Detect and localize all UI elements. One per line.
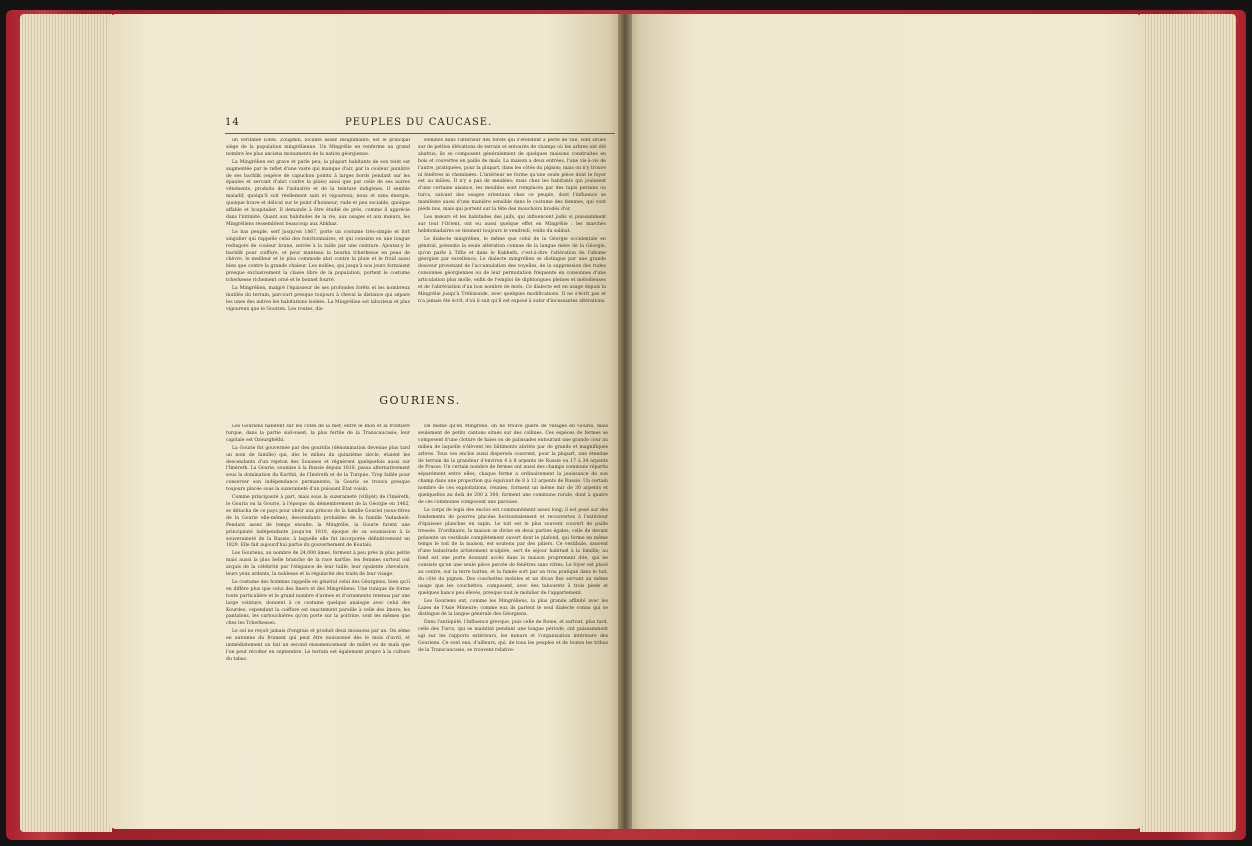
column-bottom-left [226, 424, 410, 828]
page-edges-left [20, 14, 112, 832]
paragraph: Les Gouriens, au nombre de 24,000 âmes, forment à peu près la plus petite mais aussi la plus belle branche de la race kartlie; les femmes surtout ont acquis de la célébrité par l'élégance de leur taille, leur opulente chevelure, leurs yeux ardents, la noblesse et la régularité des traits de leur visage. [226, 551, 410, 578]
page-edges-right [1140, 14, 1236, 832]
paragraph: Dans l'antiquité, l'influence grecque, puis celle de Rome, et surtout, plus tard, celle des Turcs, qui se maintint pendant une longue période, ont puissamment agi sur les rapports extérieurs, les mœurs et l'organisation intérieure des Gouriens. Ce sont eux, d'ailleurs, qui, de tous les peuples et de toutes les tribus de la Transcaucasie, se trouvent relative- [418, 620, 608, 653]
running-title: PEUPLES DU CAUCASE. [345, 117, 493, 128]
paragraph: Les Gouriens habitent sur les côtes de la mer, entre le Rion et la frontière turque, dans la partie sud-ouest, la plus fertile de la Transcaucasie; leur capitale est Ozourghéthi. [226, 424, 410, 443]
right-page-blank [626, 14, 1144, 829]
paragraph: un véritable Éden. Zougdidi, localité assez insignifiante, est le principal siège de la population mingrélienne. Un Mingrélie en renferme un grand nombre les plus anciens monuments de la nation géorgienne. [226, 138, 410, 157]
paragraph: Le dialecte mingrélien, le même que celui de la Géorgie occidentale en général, présente la seule altération connue de la langue mère de la Géorgie, qu'on parle à Tiflis et dans le Kakheth, c'est-à-dire l'altération de l'idiome géorgien par excellence. Le dialecte mingrélien se distingue par une grande douceur provenant de l'accumulation des voyelles, de la suppression des rudes consonnes géorgiennes ou de leur permutation fréquente en consonnes d'une articulation plus molle, enfin de l'emploi de diphtongues pleines et mélodieuses et de l'abréviation d'un bon nombre de mots. Ce dialecte est en usage depuis la Mingrélie jusqu'à Trébizonde, avec quelques modifications. Il ne s'écrit pas et n'a jamais été écrit, d'où il suit qu'il est exposé à subir d'incessantes altérations. [418, 236, 606, 304]
paragraph: Le sol ne reçoit jamais d'engrais et produit deux moissons par an. On sème en automne du froment qui peut être moissonné dès le mois d'avril, et immédiatement on fait un second ensemencement de millet ou de maïs que l'on peut récolter en septembre. Le terrain est également propre à la culture du tabac. [226, 629, 410, 662]
column-top-right [418, 138, 606, 368]
paragraph: Le costume des hommes rappelle en général celui des Géorgiens, bien qu'il en diffère plus que celui des Imers et des Mingréliens. Une tunique de forme toute particulière et le grand nombre d'armes et d'ornements retenus par une large ceinture, donnent à ce costume quelque analogie avec celui des Kourdes; cependant la coiffure est exactement pareille à celle des Imers; les pantalons, les cartouchières qu'on porte sur la poitrine, sont les mêmes que chez les Tcherkesses. [226, 579, 410, 627]
paragraph: La Mingrélien, malgré l'épaisseur de ses profondes forêts et les nombreux mutilés du terrain, parcourt presque toujours à cheval la distance qui sépare les unes des autres les habitations isolées. La Mingrélien est laborieux et plus vigoureux que le Gourien. Les routes, dis- [226, 286, 410, 312]
section-title: GOURIENS. [379, 394, 461, 407]
paragraph: séminés dans l'intérieur des forêts qui s'étendent à perte de vue, sont situés sur de petites élévations de terrain et entourés de champs où les arbres ont été abattus; ils se composent généralement de quelques maisons construites en bois et couvertes en paille de maïs. La maison a deux entrées, l'une vis-à-vis de l'autre, pratiquées, pour la plupart, dans les côtés du pignon; mais on n'y trouve ni fenêtres ni cheminées. L'intérieur ne forme qu'une seule pièce dont le foyer est au milieu. Il n'y a pas de meubles; mais chez les habitants qui jouissent d'une certaine aisance, les meubles sont remplacés par des tapis persans ou turcs, suivant des usages orientaux chez ce peuple, dont l'influence se manifeste aussi d'une manière sensible dans le costume des femmes, qui vont pieds nus, mais qui portent sur la tête des mouchoirs brodés d'or. [418, 138, 606, 213]
column-bottom-right [418, 424, 608, 828]
running-head [225, 117, 615, 133]
page-number: 14 [225, 117, 240, 128]
paragraph: Comme principauté à part, mais sous la suzeraineté (vilâyèt) de l'Iméreth, le Gouria ou la Gourie, à l'époque du démembrement de la Géorgie en 1462, se détacha de ce pays pour obéir aux princes de la famille Gouriel (sous-titres de la Gourie elle-même), descendants probables de la famille Vadashelé. Pendant assez de temps ensuite, la Mingrélie, la Gourie furent une principauté indépendante jusqu'en 1810, époque de sa soumission à la souveraineté de la Russie, à laquelle elle fut incorporée définitivement en 1829. Elle fait aujourd'hui partie du gouvernement de Koutaïs. [226, 495, 410, 549]
paragraph: La Gourie fut gouvernée par des gouridis (dénomination devenue plus tard un nom de famille) qui, dès le milieu du quinzième siècle, étaient les descendants d'un rejeton des Souanes et régnèrent quelquefois aussi sur l'Iméreth. La Gourie, soumise à la Russie depuis 1810, passa alternativement sous la domination du Karthli, de l'Iméreth et de la Turquie. Trop faible pour conserver son indépendance permanente, la Gourie se trouva presque toujours placée sous la suzeraineté d'un puissant État voisin. [226, 445, 410, 493]
header-rule [225, 133, 615, 134]
paragraph: Le bas peuple, serf jusqu'en 1867, porte un costume très-simple et fort singulier qui rappelle celui des fonctionnaires, et qui consiste en une longue redingote de couleur brune, serrée à la taille par une ceinture. Ajoutez-y le bachlik pour coiffure, et pour manteau la bourka tcherkesse en peau de chèvre, le meilleur et le plus commode abri contre la pluie et le froid aussi bien que contre la grande chaleur. Les nobles, qui jusqu'à nos jours formaient presque exclusivement la classe libre de la population, portent le costume tcherkesse richement orné et le bonnet fourré. [226, 229, 410, 284]
paragraph: De même qu'en Mingrélie, on ne trouve guère de villages en Gourie, mais seulement de petits cantons situés sur des collines. Ces espèces de fermes se composent d'une cloture de haies ou de palissades entourant une grande cour au milieu de laquelle s'élèvent les bâtiments abrités par de grands et magnifiques arbres. Tous ces enclos aussi dispersés couvrent, pour la plupart, une étendue de terrain de la grandeur d'environ 4 à 8 arpents de Russie ou 17 à 34 arpents de Prusse. Un certain nombre de fermes ont aussi des champs communs répartis séparément entre elles; chaque ferme a ordinairement la jouissance de son champ dans une proportion qui équivaut de 8 à 12 arpents de Russie. Un certain nombre de ces exploitations, réunies, forment un même mir de 30 arpents et quelquefois au delà de 200 à 300, forment une commune rurale, dont à quatre de ces communes composent une paroisse. [418, 424, 608, 505]
paragraph: Les mœurs et les habitudes des juifs, qui influencent jadis si puissamment sur tout l'Orient, ont eu aussi quelque effet en Mingrélie : les marchés hebdomadaires se tiennent toujours le vendredi, veille du sabbat. [418, 214, 606, 234]
paragraph: La Mingrélien est grave et parle peu; la plupart habitants de son teint est augmentée par le reflet d'une vaste qui manque d'air, par la couleur jaunâtre de ses bachlik (espèce de capuchon pointu à larges bords pendant sur les épaules et servant d'abri contre la pluie) ainsi que par celle de ses autres vêtements, produits de l'industrie et de la teinture indigènes. Il semble maladif, quoiqu'il soit réellement sain et vigoureux; nous et sans énergie, quoique brave et délicat sur le point d'honneur; rude et peu sociable, quoique affable et hospitalier. Il demande à être étudié de près, comme il apprécie dans l'intimité. Quant aux habitudes de la vie, aux usages et aux mœurs, les Mingréliens ressemblent beaucoup aux Abkhaz. [226, 159, 410, 227]
column-top-left [226, 138, 410, 368]
paragraph: Le corps de logis des enclos est communément assez long; il est posé sur des fondements de pourres placées horizontalement et recouvertes à l'extérieur d'épaisses planches en sapin. Le toit est le plus souvent couvert de paille tressée. D'ordinaire, la maison se divise en deux parties égales; celle de devant présente un vestibule complètement ouvert dont le plafond, qui forme en même temps le toit de la maison, est soutenu par des piliers. Ce vestibule, sauvent d'une balustrade artistement sculptée, sert de séjour habituel à la famille; au fond est une porte donnant accès dans la maison proprement dite, qui ne consiste qu'en une seule pièce percée de fenêtres sans vitres. Le foyer est placé au centre, sur la terre battue, et la fumée sort par un trou pratiqué dans le toit, du côté du pignon. Des couchettes mobiles et un divan fixe servant au même usage que les couchettes, composent, avec des tabourets à trois pieds et quelques bancs peu élevés, presque tout le mobilier de l'appartement. [418, 507, 608, 596]
paragraph: Les Gouriens ont, comme les Mingréliens, la plus grande affinité avec les Lazes de l'Asie Mineure; comme eux ils parlent le seul dialecte connu qui se distingue de la langue générale des Géorgiens. [418, 598, 608, 618]
book-gutter [618, 14, 632, 829]
